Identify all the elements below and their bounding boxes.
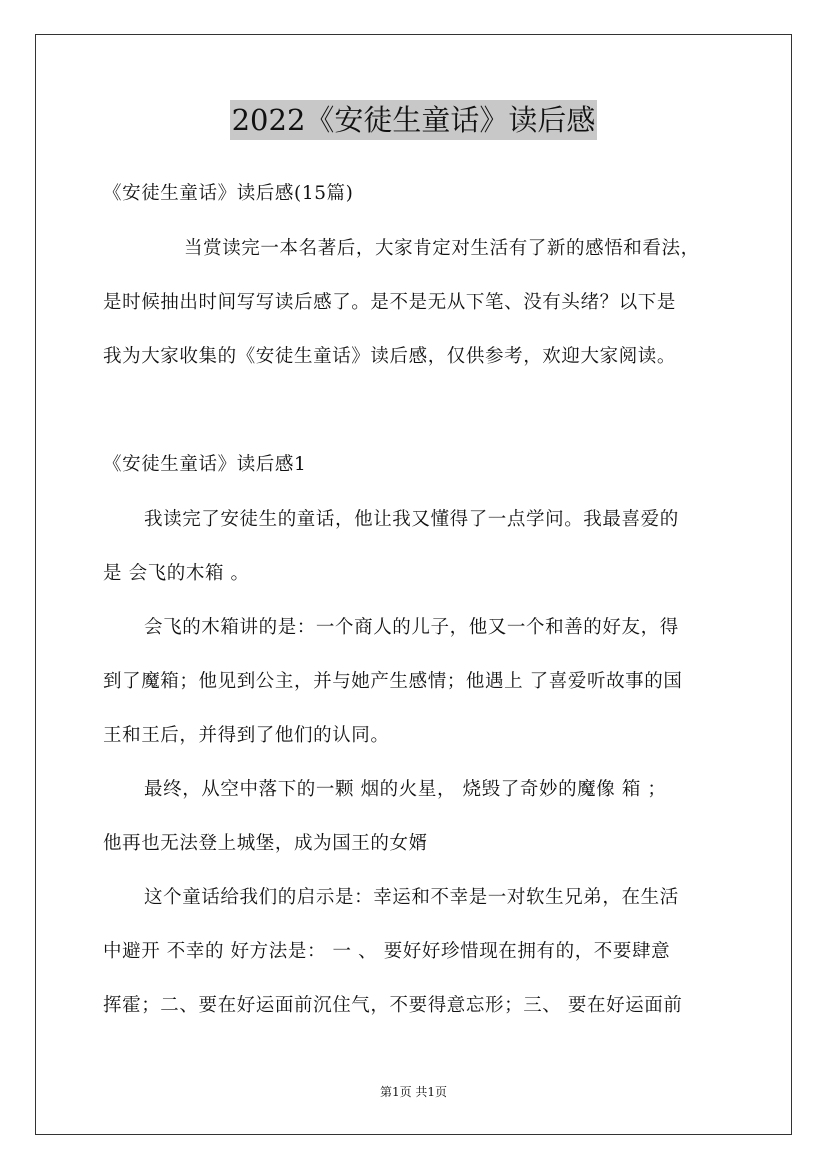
paragraph-line: 我读完了安徒生的童话，他让我又懂得了一点学问。我最喜爱的 xyxy=(144,509,679,530)
paragraph-line: 这个童话给我们的启示是：幸运和不幸是一对软生兄弟，在生活 xyxy=(144,887,679,908)
paragraph-line: 会飞的木箱讲的是：一个商人的儿子，他又一个和善的好友，得 xyxy=(144,617,679,638)
paragraph-line: 王和王后，并得到了他们的认同。 xyxy=(103,725,390,746)
page-footer: 第1页 共1页 xyxy=(379,1085,448,1099)
section-heading: 《安徒生童话》读后感1 xyxy=(103,454,307,475)
document-title: 2022《安徒生童话》读后感 xyxy=(230,100,598,140)
title-container xyxy=(0,100,827,140)
paragraph-line: 中避开 不幸的 好方法是： 一 、 要好好珍惜现在拥有的，不要肆意 xyxy=(103,941,671,962)
paragraph-line: 他再也无法登上城堡，成为国王的女婿 xyxy=(103,833,428,854)
intro-line-1: 当赏读完一本名著后，大家肯定对生活有了新的感悟和看法， xyxy=(184,238,700,259)
paragraph-line: 是 会飞的木箱 。 xyxy=(103,563,250,584)
subtitle-line: 《安徒生童话》读后感(15篇) xyxy=(103,183,354,204)
paragraph-line: 最终，从空中落下的一颗 烟的火星， 烧毁了奇妙的魔像 箱 ； xyxy=(144,779,667,800)
intro-line-3: 我为大家收集的《安徒生童话》读后感，仅供参考，欢迎大家阅读。 xyxy=(103,346,677,367)
paragraph-line: 挥霍；二、要在好运面前沉住气，不要得意忘形；三、 要在好运面前 xyxy=(103,995,683,1016)
intro-line-2: 是时候抽出时间写写读后感了。是不是无从下笔、没有头绪？以下是 xyxy=(103,292,677,313)
paragraph-line: 到了魔箱；他见到公主，并与她产生感情；他遇上 了喜爱听故事的国 xyxy=(103,671,683,692)
